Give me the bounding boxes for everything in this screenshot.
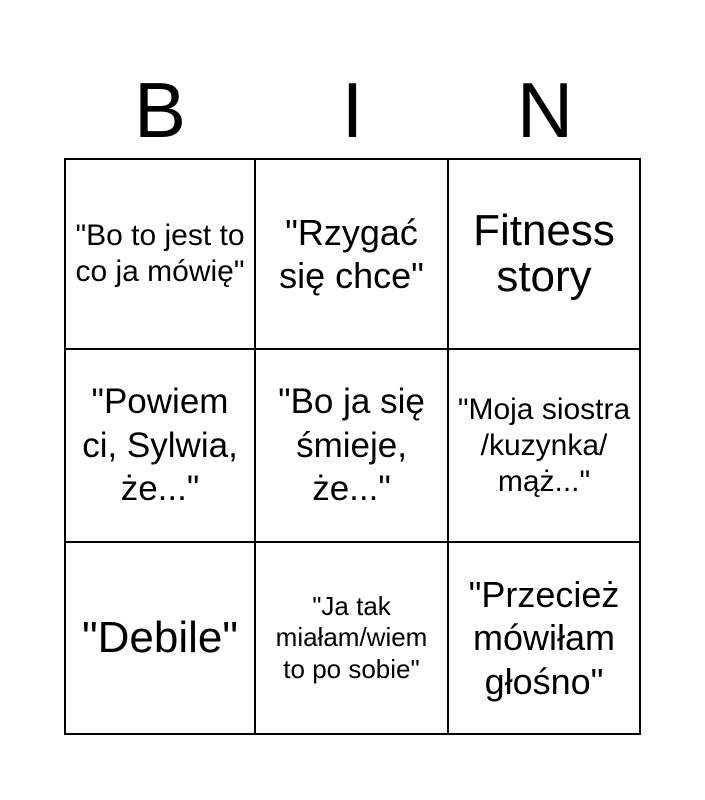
- bingo-cell[interactable]: [256, 350, 449, 543]
- bingo-header: [64, 62, 641, 158]
- bingo-cell[interactable]: [449, 158, 641, 350]
- bingo-cell[interactable]: [256, 158, 449, 350]
- bingo-cell[interactable]: [256, 543, 449, 735]
- cell-text: "Bo ja się śmieje, że...": [278, 381, 425, 509]
- cell-text: "Debile": [82, 612, 238, 662]
- cell-text: "Moja siostra /kuzynka/ mąż...": [457, 392, 631, 498]
- header-letter-n: N: [516, 66, 574, 154]
- header-letter-b: B: [133, 66, 187, 154]
- cell-text: "Przecież mówiłam głośno": [468, 574, 620, 702]
- bingo-cell[interactable]: [64, 543, 256, 735]
- cell-text: "Bo to jest to co ja mówię": [75, 219, 245, 288]
- bingo-grid: [64, 158, 641, 735]
- bingo-cell[interactable]: [64, 350, 256, 543]
- cell-text: Fitness story: [473, 205, 615, 301]
- header-letter-i: I: [341, 66, 364, 154]
- bingo-cell[interactable]: [449, 543, 641, 735]
- cell-text: "Rzygać się chce": [279, 211, 424, 296]
- bingo-cell[interactable]: [64, 158, 256, 350]
- cell-text: "Ja tak miałam/wiem to po sobie": [275, 591, 428, 684]
- bingo-cell[interactable]: [449, 350, 641, 543]
- cell-text: "Powiem ci, Sylwia, że...": [82, 381, 238, 509]
